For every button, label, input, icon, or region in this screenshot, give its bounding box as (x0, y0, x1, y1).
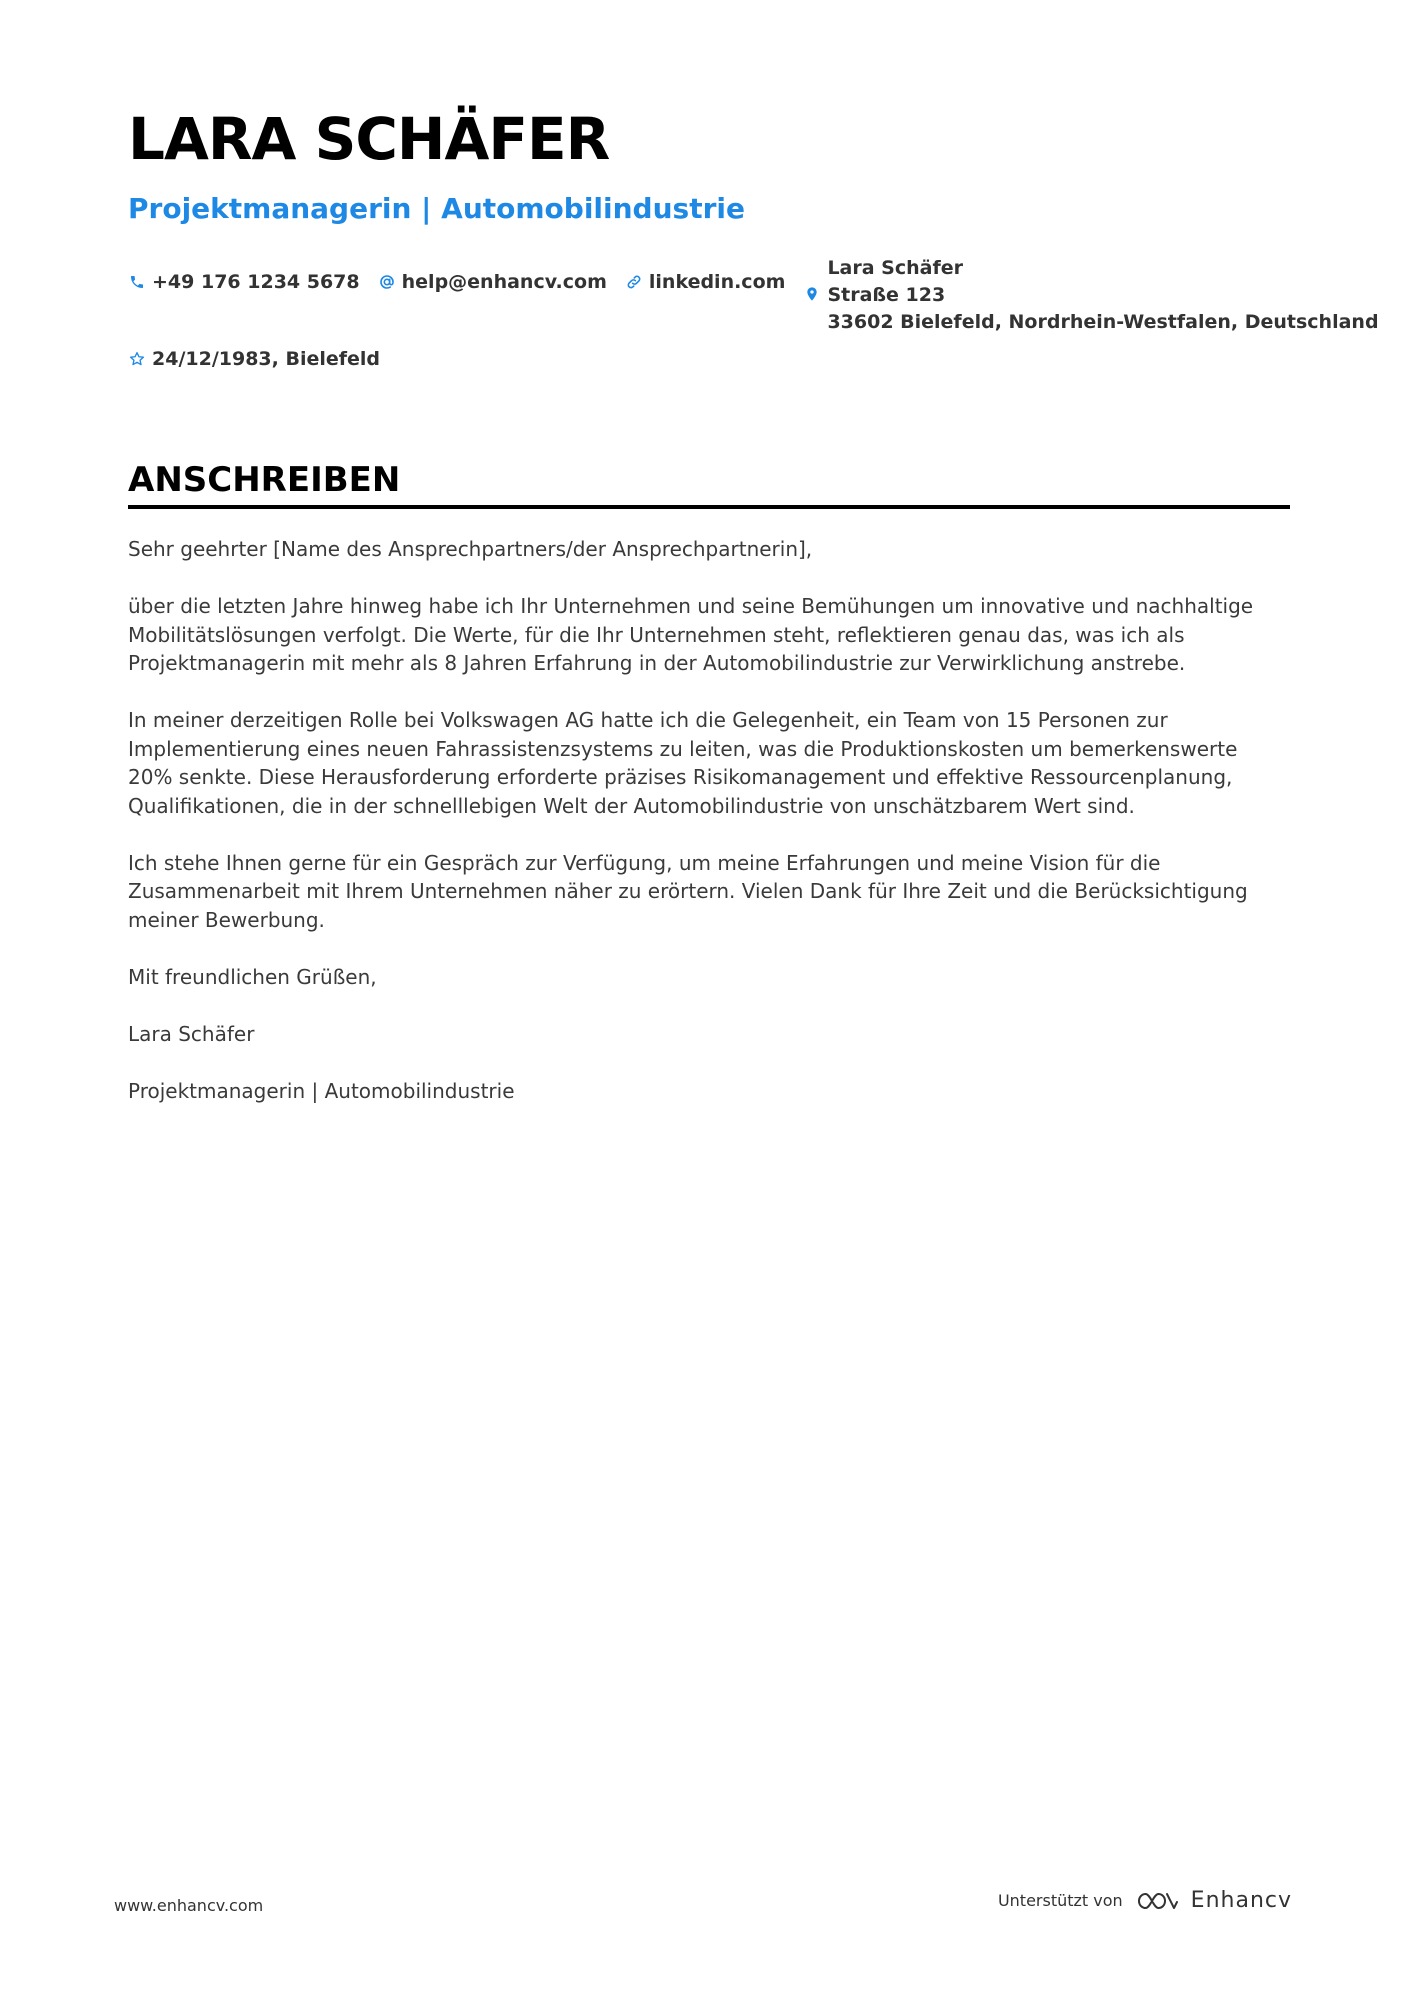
link-icon (625, 273, 643, 291)
footer-website[interactable]: www.enhancv.com (114, 1896, 264, 1915)
birth-value: 24/12/1983, Bielefeld (152, 348, 381, 370)
star-icon (128, 350, 146, 368)
letter-signature-title: Projektmanagerin | Automobilindustrie (128, 1078, 515, 1103)
letter-paragraph: In meiner derzeitigen Rolle bei Volkswagen AG hatte ich die Gelegenheit, ein Team von 15 Personen zur Implementierung eines neuen Fahrassistenzsystems zu leiten, was die Produktionskosten um bemerkenswerte 20% senkte. Diese Herausforderung erforderte präzises Risikomanagement und effektive Ressourcenplanung, Qualifikationen, die in der schnelllebigen Welt der Automobilindustrie von unschätzbarem Wert sind. (128, 708, 1238, 818)
letter-closing: Mit freundlichen Grüßen, (128, 964, 377, 989)
at-icon (378, 273, 396, 291)
linkedin-link[interactable]: linkedin.com (648, 271, 786, 293)
contact-linkedin (625, 255, 786, 309)
contact-bar (128, 255, 1379, 336)
job-headline: Projektmanagerin | Automobilindustrie (128, 192, 745, 225)
footer-branding (998, 1888, 1292, 1913)
letter-salutation: Sehr geehrter [Name des Ansprechpartners/der Ansprechpartnerin], (128, 537, 813, 561)
location-pin-icon (803, 285, 821, 303)
enhancv-logo-icon (1135, 1889, 1179, 1913)
contact-phone (128, 255, 360, 309)
contact-address (803, 255, 1378, 336)
powered-by-label: Unterstützt von (997, 1891, 1123, 1910)
address-line: Straße 123 (827, 284, 946, 306)
phone-icon (128, 273, 146, 291)
candidate-name: LARA SCHÄFER (128, 105, 610, 173)
letter-paragraph: über die letzten Jahre hinweg habe ich Ihr Unternehmen und seine Bemühungen um innovative und nachhaltige Mobilitätslösungen verfolgt. Die Werte, für die Ihr Unternehmen steht, reflektieren genau das, was ich als Projektmanagerin mit mehr als 8 Jahren Erfahrung in der Automobilindustrie zur Verwirklichung anstrebe. (128, 594, 1254, 675)
contact-email (378, 255, 607, 309)
email-link[interactable]: help@enhancv.com (401, 271, 607, 293)
address-block (827, 255, 1378, 336)
address-line: Lara Schäfer (827, 257, 963, 279)
phone-value: +49 176 1234 5678 (152, 271, 360, 293)
letter-body (128, 535, 1278, 1134)
contact-birth (128, 348, 380, 370)
letter-paragraph: Ich stehe Ihnen gerne für ein Gespräch zur Verfügung, um meine Erfahrungen und meine Vision für die Zusammenarbeit mit Ihrem Unternehmen näher zu erörtern. Vielen Dank für Ihre Zeit und die Berücksichtigung meiner Bewerbung. (128, 850, 1248, 932)
address-line: 33602 Bielefeld, Nordrhein-Westfalen, Deutschland (827, 311, 1379, 333)
brand-name: Enhancv (1190, 1888, 1292, 1913)
letter-signature-name: Lara Schäfer (128, 1021, 255, 1046)
section-title: ANSCHREIBEN (128, 460, 1290, 509)
